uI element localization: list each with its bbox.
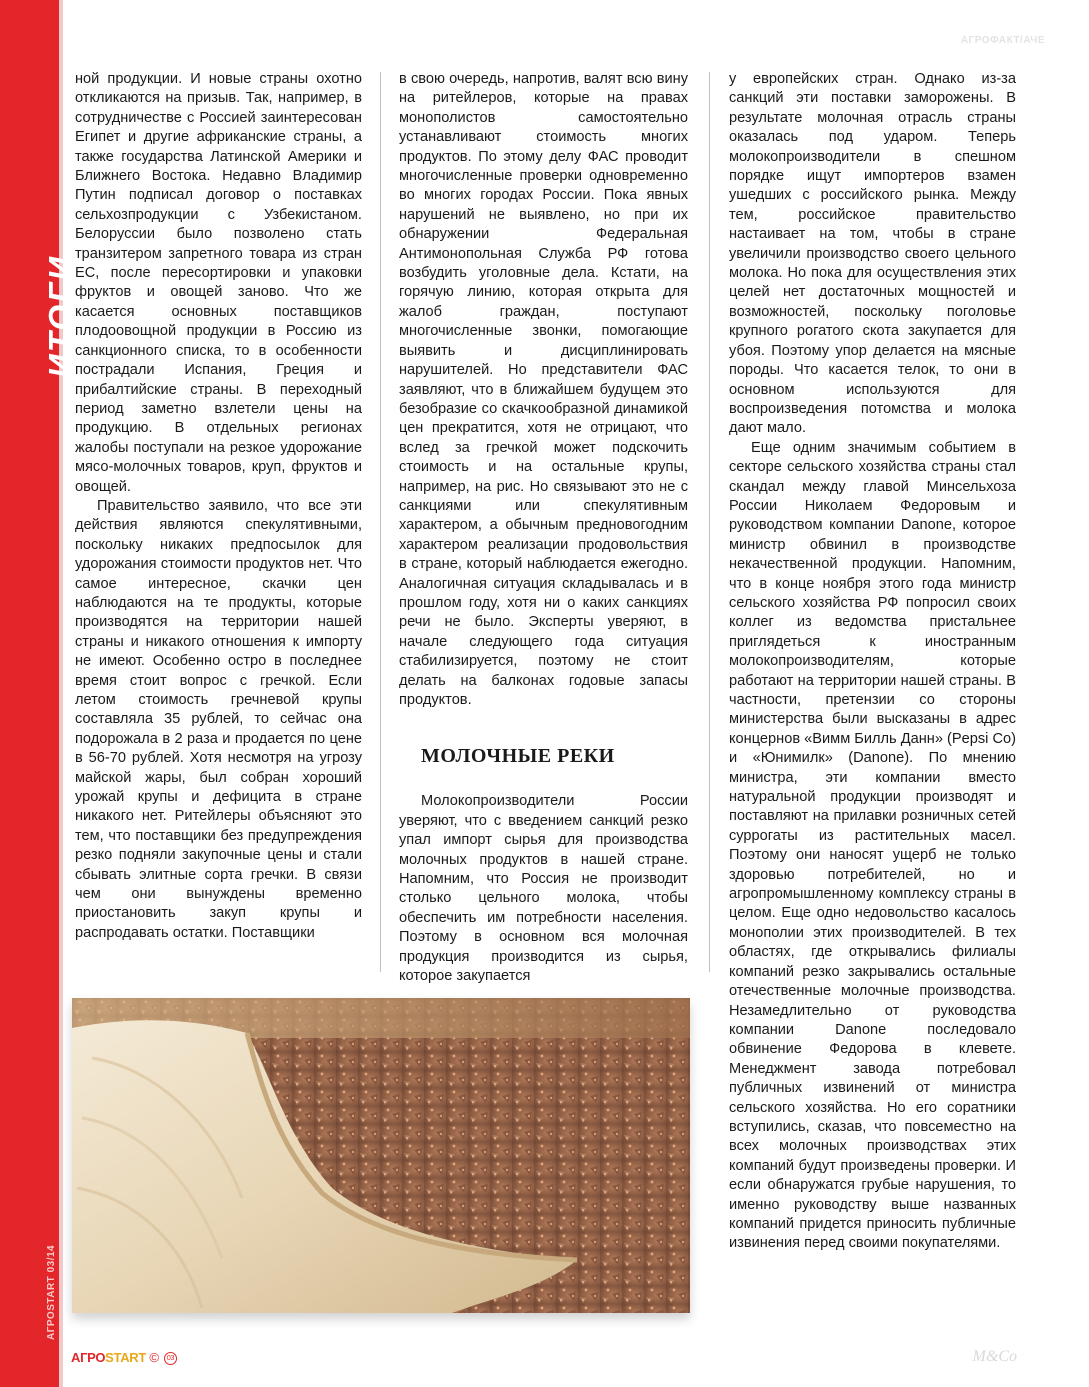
text-column-1 [75,70,362,943]
header-tag: АГРОФАКТ/АЧЕ [960,35,1045,46]
footer-logo [71,1350,177,1365]
paragraph: у европейских стран. Однако из-за санкций эти поставки заморожены. В результате молочная отрасль страны оказалась под ударом. Теперь молокопроизводители в спешном порядке ищут импортеров взамен ушедших с российского рынка. Между тем, российское правительство настаивает на том, чтобы в стране увеличили производство своего цельного молока. Но пока для осуществления этих целей нет достаточных мощностей и возможностей, поскольку поголовье крупного рогатого скота закупается для убоя. Поэтому упор делается на мясные породы. Что касается телок, то они в основном используются для воспроизведения потомства и молока дают мало. [729,71,1016,437]
side-bar-shade [59,0,63,1387]
text-column-3 [729,70,1016,1254]
paragraph: Еще одним значимым событием в секторе сельского хозяйства страны стал скандал между главой Минсельхоза России Николаем Федоровым и руководством компании Danone, которое министр обвинил в производстве некачественной продукции. Напомним, что в конце ноября этого года министр сельского хозяйства РФ попросил своих коллег из ведомства пристальнее приглядеться к иностранным молокопроизводителям, которые работают на территории нашей страны. В частности, претензии со стороны министерства были высказаны в адрес концернов «Вимм Билль Данн» (Pepsi Co) и «Юнимилк» (Danone). По мнению министра, эти компании вместо натуральной продукции производят и поставляют на прилавки розничных сетей суррогаты из растительных масел. Поэтому они наносят ущерб не только здоровью потребителей, но и агропромышленному комплексу страны в целом. Еще одно недовольство касалось монополии этих производителей. В тех областях, где открывались филиалы компаний резко закрывались остальные отечественные молочные производства. Незамедлительно от руководства компании Danone последовало обвинение Федорова в клевете. Менеджмент завода потребовал публичных извинений от министра сельского хозяйства. Но его соратники вступились, сказав, что повсеместно на всех молочных производствах этих компаний будут произведены проверки. И если обнаружатся грубые нарушения, то именно руководству выше названных компаний придется приносить публичные извинения перед своими покупателями. [729,439,1016,1252]
buckwheat-photo [72,998,690,1313]
paragraph: Правительство заявило, что все эти действия являются спекулятивными, поскольку никаких предпосылок для удорожания стоимости продуктов нет. Что самое интересное, скачки цен наблюдаются на те продукты, которые производятся на территории нашей страны и никакого отношения к импорту не имеют. Особенно остро в последнее время стоит вопрос с гречкой. Если летом стоимость гречневой крупы составляла 35 рублей, то сейчас она подорожала в 2 раза и продается по цене в 56-70 рублей. Хотя несмотря на угрозу майской жары, был собран хороший урожай крупы и дефицита в стране никакого нет. Ритейлеры объясняют это тем, что поставщики без предупреждения резко подняли закупочные цены и стали сбывать элитные сорта гречки. В связи чем они вынуждены временно приостановить закуп крупы и распродавать остатки. Поставщики [75,497,362,941]
column-divider [709,72,710,972]
text-column-2 [399,70,688,986]
issue-circle-icon: 03 [164,1352,177,1365]
side-issue-label: АГРОSTART 03/14 [46,1244,57,1340]
logo-part-start: START [105,1350,147,1365]
footer-signature: M&Co [972,1348,1017,1365]
side-color-bar [0,0,59,1387]
buckwheat-illustration [72,998,690,1313]
section-heading: МОЛОЧНЫЕ РЕКИ [421,745,615,768]
copyright-mark: © [149,1350,159,1365]
paragraph: ной продукции. И новые страны охотно откликаются на призыв. Так, например, в сотрудничестве с Россией заинтересован Египет и другие африканские страны, а также государства Латинской Америки и Ближнего Востока. Недавно Владимир Путин подписал договор о поставках сельхозпродукции с Узбекистаном. Белоруссии было позволено стать транзитером запретного товара из стран ЕС, после пересортировки и упаковки фруктов и овощей заново. Что же касается основных поставщиков плодоовощной продукции в Россию из санкционного списка, то в особенности пострадали Испания, Греция и прибалтийские страны. В переходный период заметно взлетели цены на продукцию. В отдельных регионах жалобы поступали на резкое удорожание мясо-молочных товаров, круп, фруктов и овощей. [75,71,362,495]
logo-part-agro: АГРО [71,1350,106,1365]
paragraph: Молокопроизводители России уверяют, что с введением санкций резко упал импорт сырья для производства молочных продуктов в нашей стране. Напомним, что Россия не производит столько цельного молока, чтобы обеспечить им потребности населения. Поэтому в основном вся молочная продукция производится из сырья, которое закупается [399,793,688,985]
paragraph: в свою очередь, напротив, валят всю вину на ритейлеров, которые на правах монополистов самостоятельно устанавливают стоимость многих продуктов. По этому делу ФАС проводит многочисленные проверки одновременно во многих городах России. Пока явных нарушений не выявлено, но при их обнаружении Федеральная Антимонопольная Служба РФ готова возбудить уголовные дела. Кстати, на горячую линию, которая открыта для жалоб граждан, поступают многочисленные звонки, помогающие выявить и дисциплинировать нарушителей. Но представители ФАС заявляют, что в ближайшем будущем это безобразие со скачкообразной динамикой цен прекратится, хотя не отрицают, что вслед за гречкой может подскочить стоимость и на остальные крупы, например, на рис. Но связывают это не с санкциями или спекулятивным характером, а обычным предновогодним характером реализации продовольствия в стране, который наблюдается ежегодно. Аналогичная ситуация складывалась и в прошлом году, хотя ни о каких санкциях речи не было. Эксперты уверяют, в начале следующего года ситуация стабилизируется, поэтому не стоит делать на балконах годовые запасы продуктов. [399,71,688,708]
section-label: ИТОГИ [42,254,79,378]
column-divider [380,72,381,972]
